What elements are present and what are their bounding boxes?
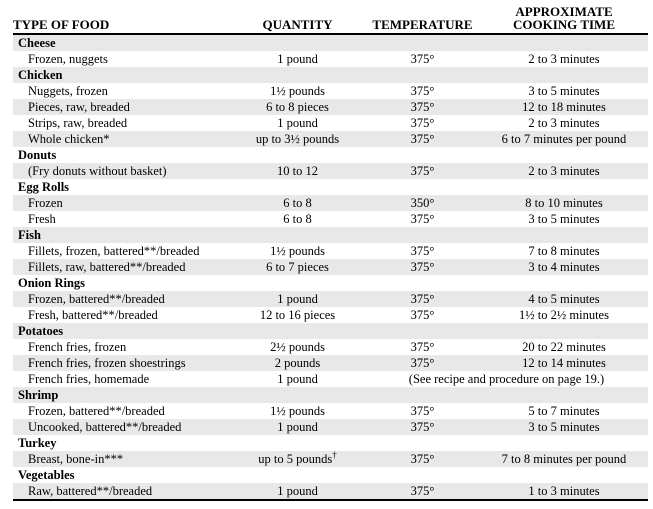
row-temperature-value: 375° [410,340,435,354]
row-cooking-time-value: 8 to 10 minutes [525,196,603,210]
table-row [13,35,648,51]
row-food-label: (Fry donuts without basket) [28,164,167,178]
row-food-label: Frozen, nuggets [28,52,108,66]
table-row [13,275,648,291]
row-quantity-text: 1 pound [277,484,318,498]
table-row [13,67,648,83]
row-food-label: Fillets, raw, battered**/breaded [28,260,186,274]
row-temperature-value: 375° [410,404,435,418]
row-category-label: Cheese [18,36,56,50]
table-row [13,243,648,259]
row-quantity-text: 2 pounds [274,356,321,370]
row-quantity-value [230,211,365,227]
row-temperature-value: 375° [410,116,435,130]
table-row [13,403,648,419]
row-quantity-value [230,339,365,355]
row-food-label: Raw, battered**/breaded [28,484,153,498]
row-food-label: Frozen [28,196,63,210]
row-quantity-value [230,403,365,419]
row-cooking-time-value: 2 to 3 minutes [528,52,600,66]
table-row [13,147,648,163]
row-quantity-value [230,83,365,99]
row-quantity-text: 1 pound [277,420,318,434]
row-cooking-time-value: 7 to 8 minutes per pound [501,452,627,466]
row-quantity-text: 2½ pounds [270,340,325,354]
header-cooking-time-line1: APPROXIMATE [515,4,613,19]
row-temperature-value: 375° [410,484,435,498]
row-category-label: Chicken [18,68,63,82]
row-temperature-value: 375° [410,452,435,466]
row-cooking-time-value: 20 to 22 minutes [522,340,606,354]
table-row [13,211,648,227]
row-category-label: Potatoes [18,324,64,338]
table-row [13,51,648,67]
row-quantity-value [230,195,365,211]
row-quantity-value [230,291,365,307]
row-temperature-value: 375° [410,212,435,226]
row-quantity-text: 1 pound [277,372,318,386]
row-food-label: Whole chicken* [28,132,110,146]
row-category-label: Onion Rings [18,276,86,290]
table-row [13,451,648,467]
row-quantity-text: 1 pound [277,116,318,130]
row-quantity-value [230,243,365,259]
table-header-row [13,5,648,35]
row-quantity-text: 1 pound [277,292,318,306]
row-quantity-value [230,115,365,131]
table-row [13,419,648,435]
row-cooking-time-value: 2 to 3 minutes [528,116,600,130]
row-cooking-time-value: 12 to 14 minutes [522,356,606,370]
header-temperature: TEMPERATURE [372,17,473,32]
table-row [13,131,648,147]
row-temperature-value: 375° [410,84,435,98]
row-cooking-time-value: 3 to 5 minutes [528,212,600,226]
row-temperature-value: 375° [410,292,435,306]
table-row [13,339,648,355]
row-food-label: French fries, frozen [28,340,127,354]
table-row [13,227,648,243]
table-row [13,483,648,499]
row-quantity-text: up to 5 pounds [258,452,333,466]
row-category-label: Turkey [18,436,57,450]
row-food-label: Fresh [28,212,56,226]
row-cooking-time-value: 5 to 7 minutes [528,404,600,418]
row-cooking-time-value: 3 to 5 minutes [528,84,600,98]
row-quantity-value [230,131,365,147]
row-cooking-time-value: 2 to 3 minutes [528,164,600,178]
table-row [13,83,648,99]
row-cooking-time-value: 1½ to 2½ minutes [519,308,609,322]
row-food-label: Frozen, battered**/breaded [28,292,165,306]
row-note: (See recipe and procedure on page 19.) [408,372,605,386]
row-quantity-value [230,307,365,323]
header-cooking-time-line2: COOKING TIME [513,17,615,32]
row-food-label: French fries, homemade [28,372,150,386]
row-category-label: Egg Rolls [18,180,70,194]
row-food-label: Nuggets, frozen [28,84,108,98]
row-category-label: Shrimp [18,388,59,402]
row-quantity-value [230,259,365,275]
row-quantity-text: 6 to 8 [283,196,312,210]
row-temperature-value: 375° [410,132,435,146]
row-quantity-text: 1 pound [277,52,318,66]
row-food-label: Fresh, battered**/breaded [28,308,158,322]
row-quantity-text: up to 3½ pounds [255,132,340,146]
table-row [13,259,648,275]
table-row [13,291,648,307]
table-row [13,355,648,371]
row-temperature-value: 375° [410,100,435,114]
header-type-of-food: TYPE OF FOOD [13,17,110,32]
row-category-label: Vegetables [18,468,75,482]
table-row [13,371,648,387]
header-quantity: QUANTITY [262,17,333,32]
table-row [13,323,648,339]
row-quantity-text: 6 to 8 [283,212,312,226]
row-category-label: Donuts [18,148,57,162]
cooking-time-chart [13,5,648,501]
row-quantity-value [230,419,365,435]
row-food-label: Fillets, frozen, battered**/breaded [28,244,200,258]
row-cooking-time-value: 12 to 18 minutes [522,100,606,114]
row-temperature-value: 375° [410,308,435,322]
row-cooking-time-value: 7 to 8 minutes [528,244,600,258]
table-row [13,163,648,179]
table-row [13,387,648,403]
table-row [13,115,648,131]
row-quantity-text: 6 to 8 pieces [266,100,329,114]
row-quantity-value [230,483,365,499]
row-food-label: Frozen, battered**/breaded [28,404,165,418]
row-quantity-value [230,451,365,467]
row-food-label: French fries, frozen shoestrings [28,356,186,370]
row-quantity-text: 6 to 7 pieces [266,260,329,274]
row-quantity-text: 1½ pounds [270,404,325,418]
row-cooking-time-value: 3 to 5 minutes [528,420,600,434]
row-temperature-value: 375° [410,260,435,274]
row-cooking-time-value: 3 to 4 minutes [528,260,600,274]
row-food-label: Breast, bone-in*** [28,452,124,466]
row-cooking-time-value: 4 to 5 minutes [528,292,600,306]
row-quantity-value [230,163,365,179]
row-cooking-time-value: 6 to 7 minutes per pound [501,132,627,146]
row-quantity-text: 1½ pounds [270,84,325,98]
row-food-label: Pieces, raw, breaded [28,100,130,114]
row-cooking-time-value: 1 to 3 minutes [528,484,600,498]
row-quantity-text: 10 to 12 [277,164,318,178]
row-quantity-value [230,355,365,371]
row-quantity-text: 12 to 16 pieces [259,308,336,322]
dagger-footnote-mark: † [332,451,337,460]
table-row [13,435,648,451]
row-temperature-value: 375° [410,244,435,258]
row-quantity-value [230,51,365,67]
row-quantity-value [230,371,365,387]
row-temperature-value: 350° [410,196,435,210]
row-temperature-value: 375° [410,356,435,370]
row-temperature-value: 375° [410,420,435,434]
table-row [13,195,648,211]
table-body [13,35,648,501]
table-row [13,179,648,195]
row-quantity-value [230,99,365,115]
row-category-label: Fish [18,228,41,242]
table-row [13,467,648,483]
row-temperature-value: 375° [410,164,435,178]
row-quantity-text: 1½ pounds [270,244,325,258]
row-food-label: Uncooked, battered**/breaded [28,420,182,434]
table-row [13,99,648,115]
row-food-label: Strips, raw, breaded [28,116,128,130]
header-cooking-time [480,5,648,31]
table-row [13,307,648,323]
row-temperature-value: 375° [410,52,435,66]
